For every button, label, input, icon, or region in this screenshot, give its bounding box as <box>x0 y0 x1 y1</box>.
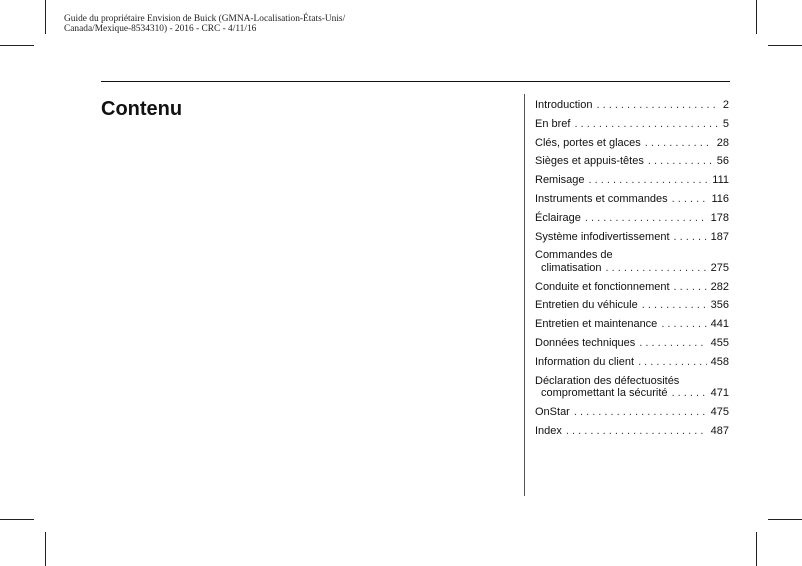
crop-mark-bl-v <box>45 532 46 566</box>
toc-entry[interactable] <box>535 375 729 400</box>
toc-leader-dots <box>661 318 706 331</box>
crop-mark-tl-v <box>45 0 46 34</box>
crop-mark-br-h <box>768 519 802 520</box>
toc-entry[interactable] <box>535 174 729 187</box>
toc-entry-label: Conduite et fonctionnement <box>535 280 670 293</box>
crop-mark-tl-h <box>0 45 34 46</box>
toc-entry[interactable] <box>535 337 729 350</box>
toc-entry-page: 2 <box>722 99 729 111</box>
print-header-line1: Guide du propriétaire Envision de Buick (GMNA-Localisation-États-Unis/ <box>64 14 346 24</box>
toc-entry[interactable] <box>535 299 729 312</box>
toc-entry[interactable] <box>535 155 729 168</box>
crop-mark-tr-h <box>768 45 802 46</box>
toc-entry-page: 56 <box>716 155 729 168</box>
toc-entry-label: OnStar <box>535 405 570 418</box>
crop-mark-tr-v <box>756 0 757 34</box>
table-of-contents <box>535 99 729 444</box>
toc-entry-page: 471 <box>710 387 729 400</box>
toc-entry[interactable] <box>535 99 729 112</box>
toc-entry-label: Remisage <box>535 174 585 187</box>
toc-entry-page: 111 <box>712 174 729 187</box>
toc-entry-page: 487 <box>710 424 729 437</box>
toc-entry-page: 455 <box>710 337 729 350</box>
toc-entry-label: Entretien et maintenance <box>535 318 658 331</box>
toc-entry[interactable] <box>535 406 729 419</box>
toc-entry-page: 441 <box>710 318 729 331</box>
toc-entry[interactable] <box>535 356 729 369</box>
column-divider <box>524 94 525 496</box>
toc-entry-label-line2: compromettant la sécurité <box>541 387 668 400</box>
toc-entry-label-line1: Déclaration des défectuosités <box>535 374 680 387</box>
toc-entry-page: 356 <box>710 299 729 312</box>
toc-leader-dots <box>642 299 707 312</box>
toc-leader-dots <box>566 425 707 438</box>
toc-entry-label: Index <box>535 424 562 437</box>
toc-entry-label-line1: Commandes de <box>535 249 613 262</box>
toc-entry-page: 28 <box>716 136 729 149</box>
toc-entry-label: Données techniques <box>535 337 636 350</box>
print-header <box>64 14 345 34</box>
toc-entry-label: Entretien du véhicule <box>535 299 638 312</box>
toc-leader-dots <box>645 137 713 150</box>
print-header-line2: Canada/Mexique-8534310) - 2016 - CRC - 4/11/16 <box>64 24 257 34</box>
toc-entry-label: Information du client <box>535 355 635 368</box>
toc-entry[interactable] <box>535 249 729 274</box>
toc-entry-page: 187 <box>710 230 729 243</box>
toc-entry[interactable] <box>535 212 729 225</box>
toc-entry[interactable] <box>535 118 729 131</box>
toc-entry[interactable] <box>535 318 729 331</box>
toc-leader-dots <box>648 155 713 168</box>
toc-leader-dots <box>596 99 718 112</box>
top-rule <box>101 81 730 82</box>
toc-entry-page: 5 <box>722 117 729 130</box>
toc-entry-label: Clés, portes et glaces <box>535 136 641 149</box>
toc-leader-dots <box>674 281 707 294</box>
toc-entry-label: Système infodivertissement <box>535 230 670 243</box>
toc-entry[interactable] <box>535 281 729 294</box>
toc-entry-page: 178 <box>710 211 729 224</box>
toc-entry[interactable] <box>535 425 729 438</box>
toc-leader-dots <box>574 118 718 131</box>
toc-leader-dots <box>672 387 707 400</box>
toc-entry-label: Éclairage <box>535 211 581 224</box>
toc-leader-dots <box>638 356 707 369</box>
page-title: Contenu <box>101 98 183 120</box>
toc-entry-label: Sièges et appuis-têtes <box>535 155 644 168</box>
toc-entry-page: 116 <box>711 192 729 205</box>
toc-leader-dots <box>672 193 708 206</box>
toc-leader-dots <box>574 406 707 419</box>
toc-entry-label-line2: climatisation <box>541 261 602 274</box>
toc-leader-dots <box>589 174 709 187</box>
crop-mark-bl-h <box>0 519 34 520</box>
toc-entry[interactable] <box>535 137 729 150</box>
toc-entry[interactable] <box>535 193 729 206</box>
toc-entry-page: 275 <box>710 261 729 274</box>
toc-entry-page: 458 <box>710 355 729 368</box>
toc-entry-label: En bref <box>535 117 571 130</box>
toc-entry-label: Instruments et commandes <box>535 192 668 205</box>
toc-entry-label: Introduction <box>535 99 593 111</box>
toc-leader-dots <box>585 212 707 225</box>
toc-leader-dots <box>639 337 706 350</box>
toc-entry-page: 282 <box>710 280 729 293</box>
toc-leader-dots <box>606 262 707 275</box>
toc-entry[interactable] <box>535 231 729 244</box>
crop-mark-br-v <box>756 532 757 566</box>
toc-leader-dots <box>674 231 707 244</box>
toc-entry-page: 475 <box>710 405 729 418</box>
